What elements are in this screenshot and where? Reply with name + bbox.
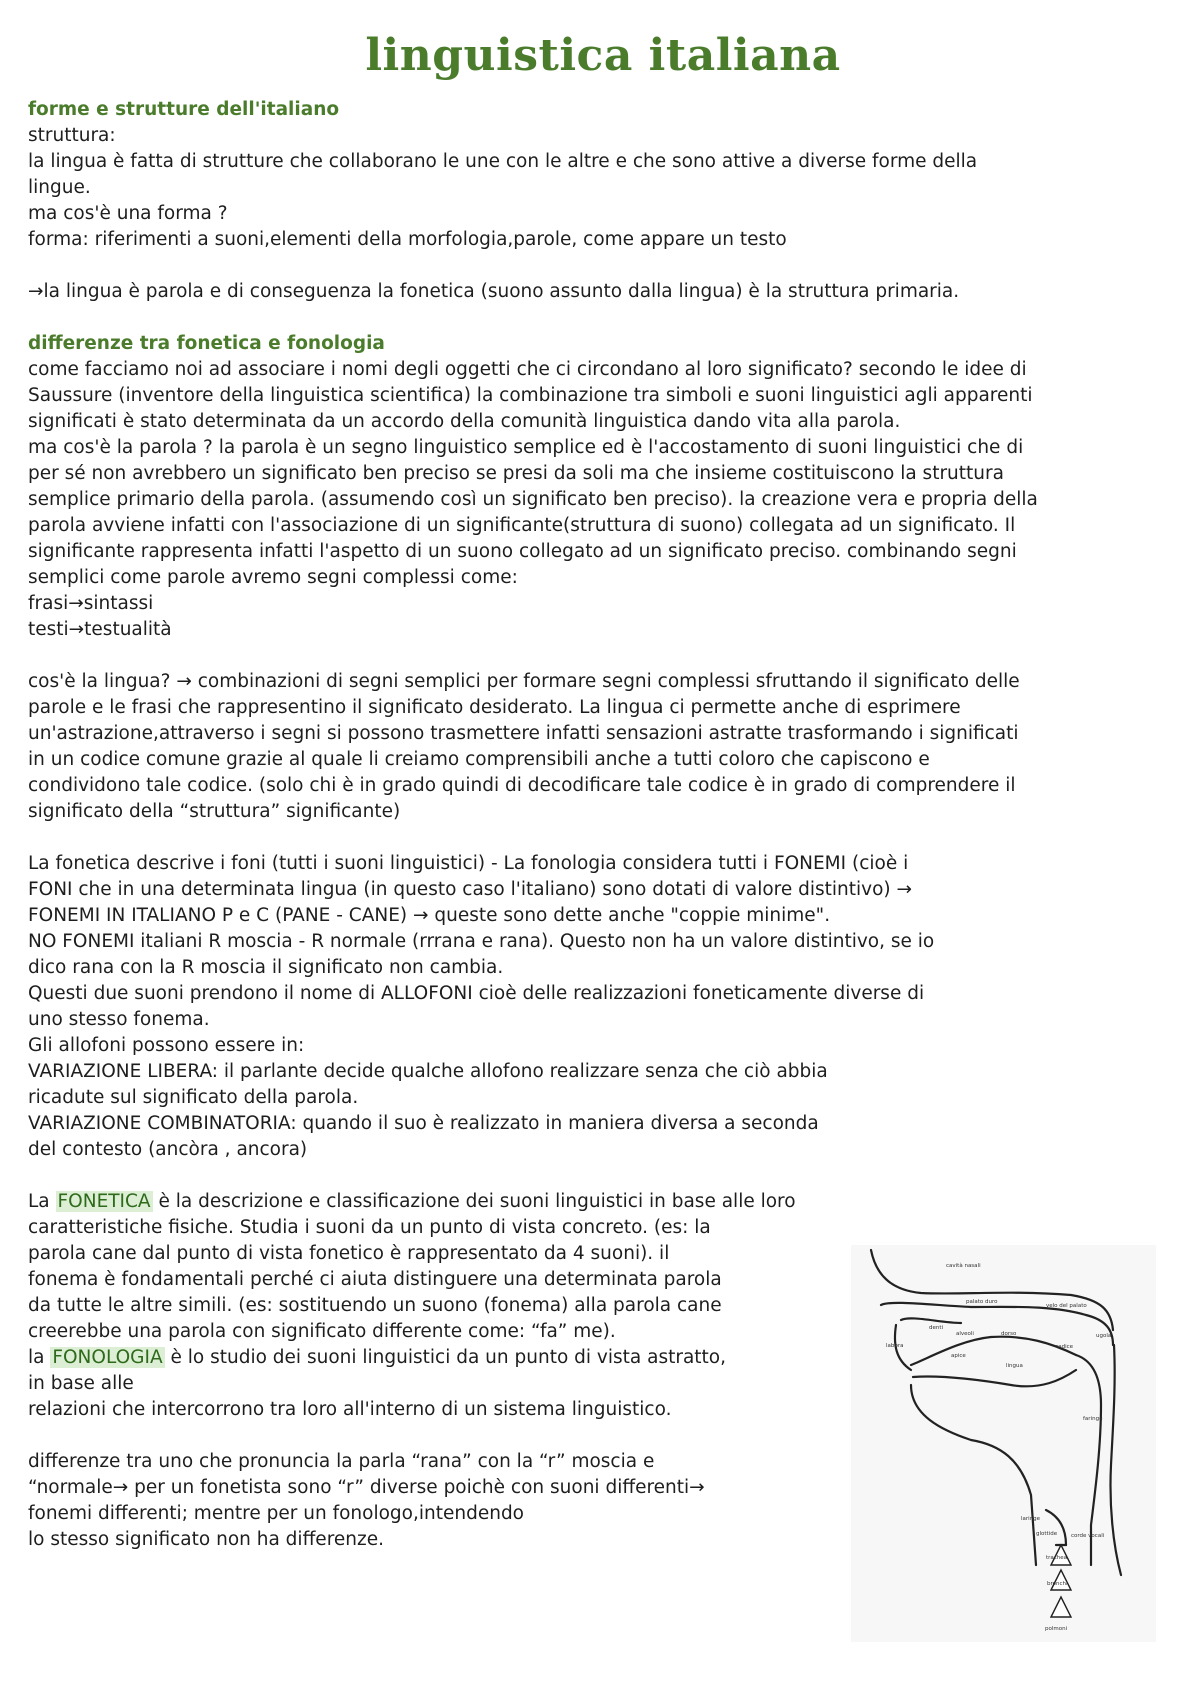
fig-label-10: ugola bbox=[1096, 1333, 1112, 1339]
text-line: per sé non avrebbero un significato ben preciso se presi da soli ma che insieme costituiscono la struttura bbox=[28, 463, 1004, 484]
text-line: ma cos'è una forma ? bbox=[28, 203, 228, 224]
text-line: dico rana con la R moscia il significato non cambia. bbox=[28, 957, 504, 978]
neck-front bbox=[911, 1385, 1036, 1565]
highlighted-term: FONETICA bbox=[57, 1191, 151, 1212]
fig-label-5: dorso bbox=[1001, 1331, 1017, 1337]
text-line: la lingua è fatta di strutture che collaborano le une con le altre e che sono attive a diverse forme della bbox=[28, 151, 978, 172]
blank-line bbox=[28, 643, 1178, 669]
text-line: parole e le frasi che rappresentino il significato desiderato. La lingua ci permette anche di esprimere bbox=[28, 697, 961, 718]
text-line: VARIAZIONE LIBERA: il parlante decide qualche allofono realizzare senza che ciò abbia bbox=[28, 1061, 828, 1082]
text-line: lingue. bbox=[28, 177, 91, 198]
text-fragment: la bbox=[28, 1347, 51, 1368]
text-line: Gli allofoni possono essere in: bbox=[28, 1035, 305, 1056]
text-line: in un codice comune grazie al quale li creiamo comprensibili anche a tutti coloro che capiscono e bbox=[28, 749, 930, 770]
fig-label-4: alveoli bbox=[956, 1331, 974, 1337]
vocal-tract-diagram bbox=[851, 1245, 1156, 1642]
text-line: parola cane dal punto di vista fonetico è rappresentato da 4 suoni). il bbox=[28, 1243, 670, 1264]
section-heading: forme e strutture dell'italiano bbox=[28, 99, 340, 120]
text-line: semplice primario della parola. (assumendo così un significato ben preciso). la creazione vera e propria della bbox=[28, 489, 1038, 510]
text-line: parola avviene infatti con l'associazione di un significante(struttura di suono) collegata ad un significato. Il bbox=[28, 515, 1016, 536]
fig-label-13: laringe bbox=[1021, 1516, 1041, 1522]
text-line: differenze tra uno che pronuncia la parla “rana” con la “r” moscia e bbox=[28, 1451, 655, 1472]
blank-line bbox=[28, 825, 1178, 851]
text-line: relazioni che intercorrono tra loro all'interno di un sistema linguistico. bbox=[28, 1399, 672, 1420]
text-line: →la lingua è parola e di conseguenza la fonetica (suono assunto dalla lingua) è la struttura primaria. bbox=[28, 281, 960, 302]
text-line: condividono tale codice. (solo chi è in grado quindi di decodificare tale codice è in grado di comprendere il bbox=[28, 775, 1016, 796]
velum-outline bbox=[1086, 1315, 1113, 1345]
text-line: FONI che in una determinata lingua (in questo caso l'italiano) sono dotati di valore distintivo) → bbox=[28, 879, 913, 900]
fig-label-2: velo del palato bbox=[1046, 1303, 1087, 1309]
text-line: significante rappresenta infatti l'aspetto di un suono collegato ad un significato preciso. combinando segni bbox=[28, 541, 1017, 562]
text-line: uno stesso fonema. bbox=[28, 1009, 210, 1030]
fig-label-3: denti bbox=[929, 1325, 944, 1331]
text-line: FONEMI IN ITALIANO P e C (PANE - CANE) → queste sono dette anche "coppie minime". bbox=[28, 905, 831, 926]
fig-label-11: glottide bbox=[1036, 1531, 1058, 1537]
blank-line bbox=[28, 253, 1178, 279]
text-line: NO FONEMI italiani R moscia - R normale (rrrana e rana). Questo non ha un valore distintivo, se io bbox=[28, 931, 935, 952]
text-fragment: è la descrizione e classificazione dei suoni linguistici in base alle loro bbox=[152, 1191, 796, 1212]
fig-label-14: faringe bbox=[1083, 1416, 1103, 1422]
text-line-highlight bbox=[28, 1189, 1178, 1215]
text-line: significato della “struttura” significante) bbox=[28, 801, 401, 822]
text-line: da tutte le altre simili. (es: sostituendo un suono (fonema) alla parola cane bbox=[28, 1295, 722, 1316]
fig-label-9: lingua bbox=[1006, 1363, 1023, 1369]
text-line: testi→testualità bbox=[28, 619, 172, 640]
text-fragment: La bbox=[28, 1191, 56, 1212]
text-line: fonema è fondamentali perché ci aiuta distinguere una determinata parola bbox=[28, 1269, 722, 1290]
fig-label-1: palato duro bbox=[966, 1299, 998, 1305]
fig-label-0: cavità nasali bbox=[946, 1263, 981, 1269]
lungs-arrow bbox=[1051, 1597, 1071, 1617]
fig-label-12: corde vocali bbox=[1071, 1533, 1105, 1539]
text-line: cos'è la lingua? → combinazioni di segni semplici per formare segni complessi sfruttando il significato delle bbox=[28, 671, 1020, 692]
text-line: caratteristiche fisiche. Studia i suoni da un punto di vista concreto. (es: la bbox=[28, 1217, 711, 1238]
text-line: ma cos'è la parola ? la parola è un segno linguistico semplice ed è l'accostamento di suoni linguistici che di bbox=[28, 437, 1024, 458]
text-line: come facciamo noi ad associare i nomi degli oggetti che ci circondano al loro significato? secondo le idee di bbox=[28, 359, 1027, 380]
page-title: linguistica italiana bbox=[365, 30, 841, 81]
bronchi-arrow bbox=[1051, 1570, 1071, 1590]
text-line: frasi→sintassi bbox=[28, 593, 154, 614]
text-line: La fonetica descrive i foni (tutti i suoni linguistici) - La fonologia considera tutti i FONEMI (cioè i bbox=[28, 853, 909, 874]
text-line: lo stesso significato non ha differenze. bbox=[28, 1529, 384, 1550]
text-fragment: è lo studio dei suoni linguistici da un punto di vista astratto, bbox=[164, 1347, 726, 1368]
text-line: ricadute sul significato della parola. bbox=[28, 1087, 359, 1108]
section-heading: differenze tra fonetica e fonologia bbox=[28, 333, 385, 354]
spine-outline bbox=[1110, 1345, 1121, 1575]
text-line: struttura: bbox=[28, 125, 116, 146]
larynx-outline bbox=[1046, 1510, 1066, 1545]
fig-label-8: apice bbox=[951, 1353, 966, 1359]
fig-label-16: bronchi bbox=[1047, 1581, 1068, 1587]
text-line: fonemi differenti; mentre per un fonologo,intendendo bbox=[28, 1503, 525, 1524]
highlighted-term: FONOLOGIA bbox=[52, 1347, 163, 1368]
text-line: forma: riferimenti a suoni,elementi della morfologia,parole, come appare un testo bbox=[28, 229, 787, 250]
vocal-tract-svg bbox=[851, 1245, 1156, 1642]
text-line: significati è stato determinata da un accordo della comunità linguistica dando vita alla parola. bbox=[28, 411, 901, 432]
fig-label-17: polmoni bbox=[1045, 1626, 1068, 1632]
tongue-outline bbox=[911, 1337, 1076, 1365]
upper-lip bbox=[901, 1318, 961, 1323]
lower-jaw bbox=[913, 1370, 1076, 1386]
text-line: “normale→ per un fonetista sono “r” diverse poichè con suoni differenti→ bbox=[28, 1477, 705, 1498]
fig-label-7: labbra bbox=[886, 1343, 904, 1349]
text-line: Questi due suoni prendono il nome di ALLOFONI cioè delle realizzazioni foneticamente diverse di bbox=[28, 983, 925, 1004]
fig-label-15: trachea bbox=[1046, 1555, 1068, 1561]
blank-line bbox=[28, 305, 1178, 331]
text-line: semplici come parole avremo segni complessi come: bbox=[28, 567, 518, 588]
text-line: creerebbe una parola con significato differente come: “fa” me). bbox=[28, 1321, 616, 1342]
blank-line bbox=[28, 1163, 1178, 1189]
text-line: in base alle bbox=[28, 1373, 134, 1394]
text-line: del contesto (ancòra , ancora) bbox=[28, 1139, 308, 1160]
text-line: Saussure (inventore della linguistica scientifica) la combinazione tra simboli e suoni linguistici agli apparenti bbox=[28, 385, 1033, 406]
fig-label-6: radice bbox=[1056, 1344, 1074, 1350]
text-line: VARIAZIONE COMBINATORIA: quando il suo è realizzato in maniera diversa a seconda bbox=[28, 1113, 819, 1134]
text-line: un'astrazione,attraverso i segni si possono trasmettere infatti sensazioni astratte trasformando i significati bbox=[28, 723, 1019, 744]
